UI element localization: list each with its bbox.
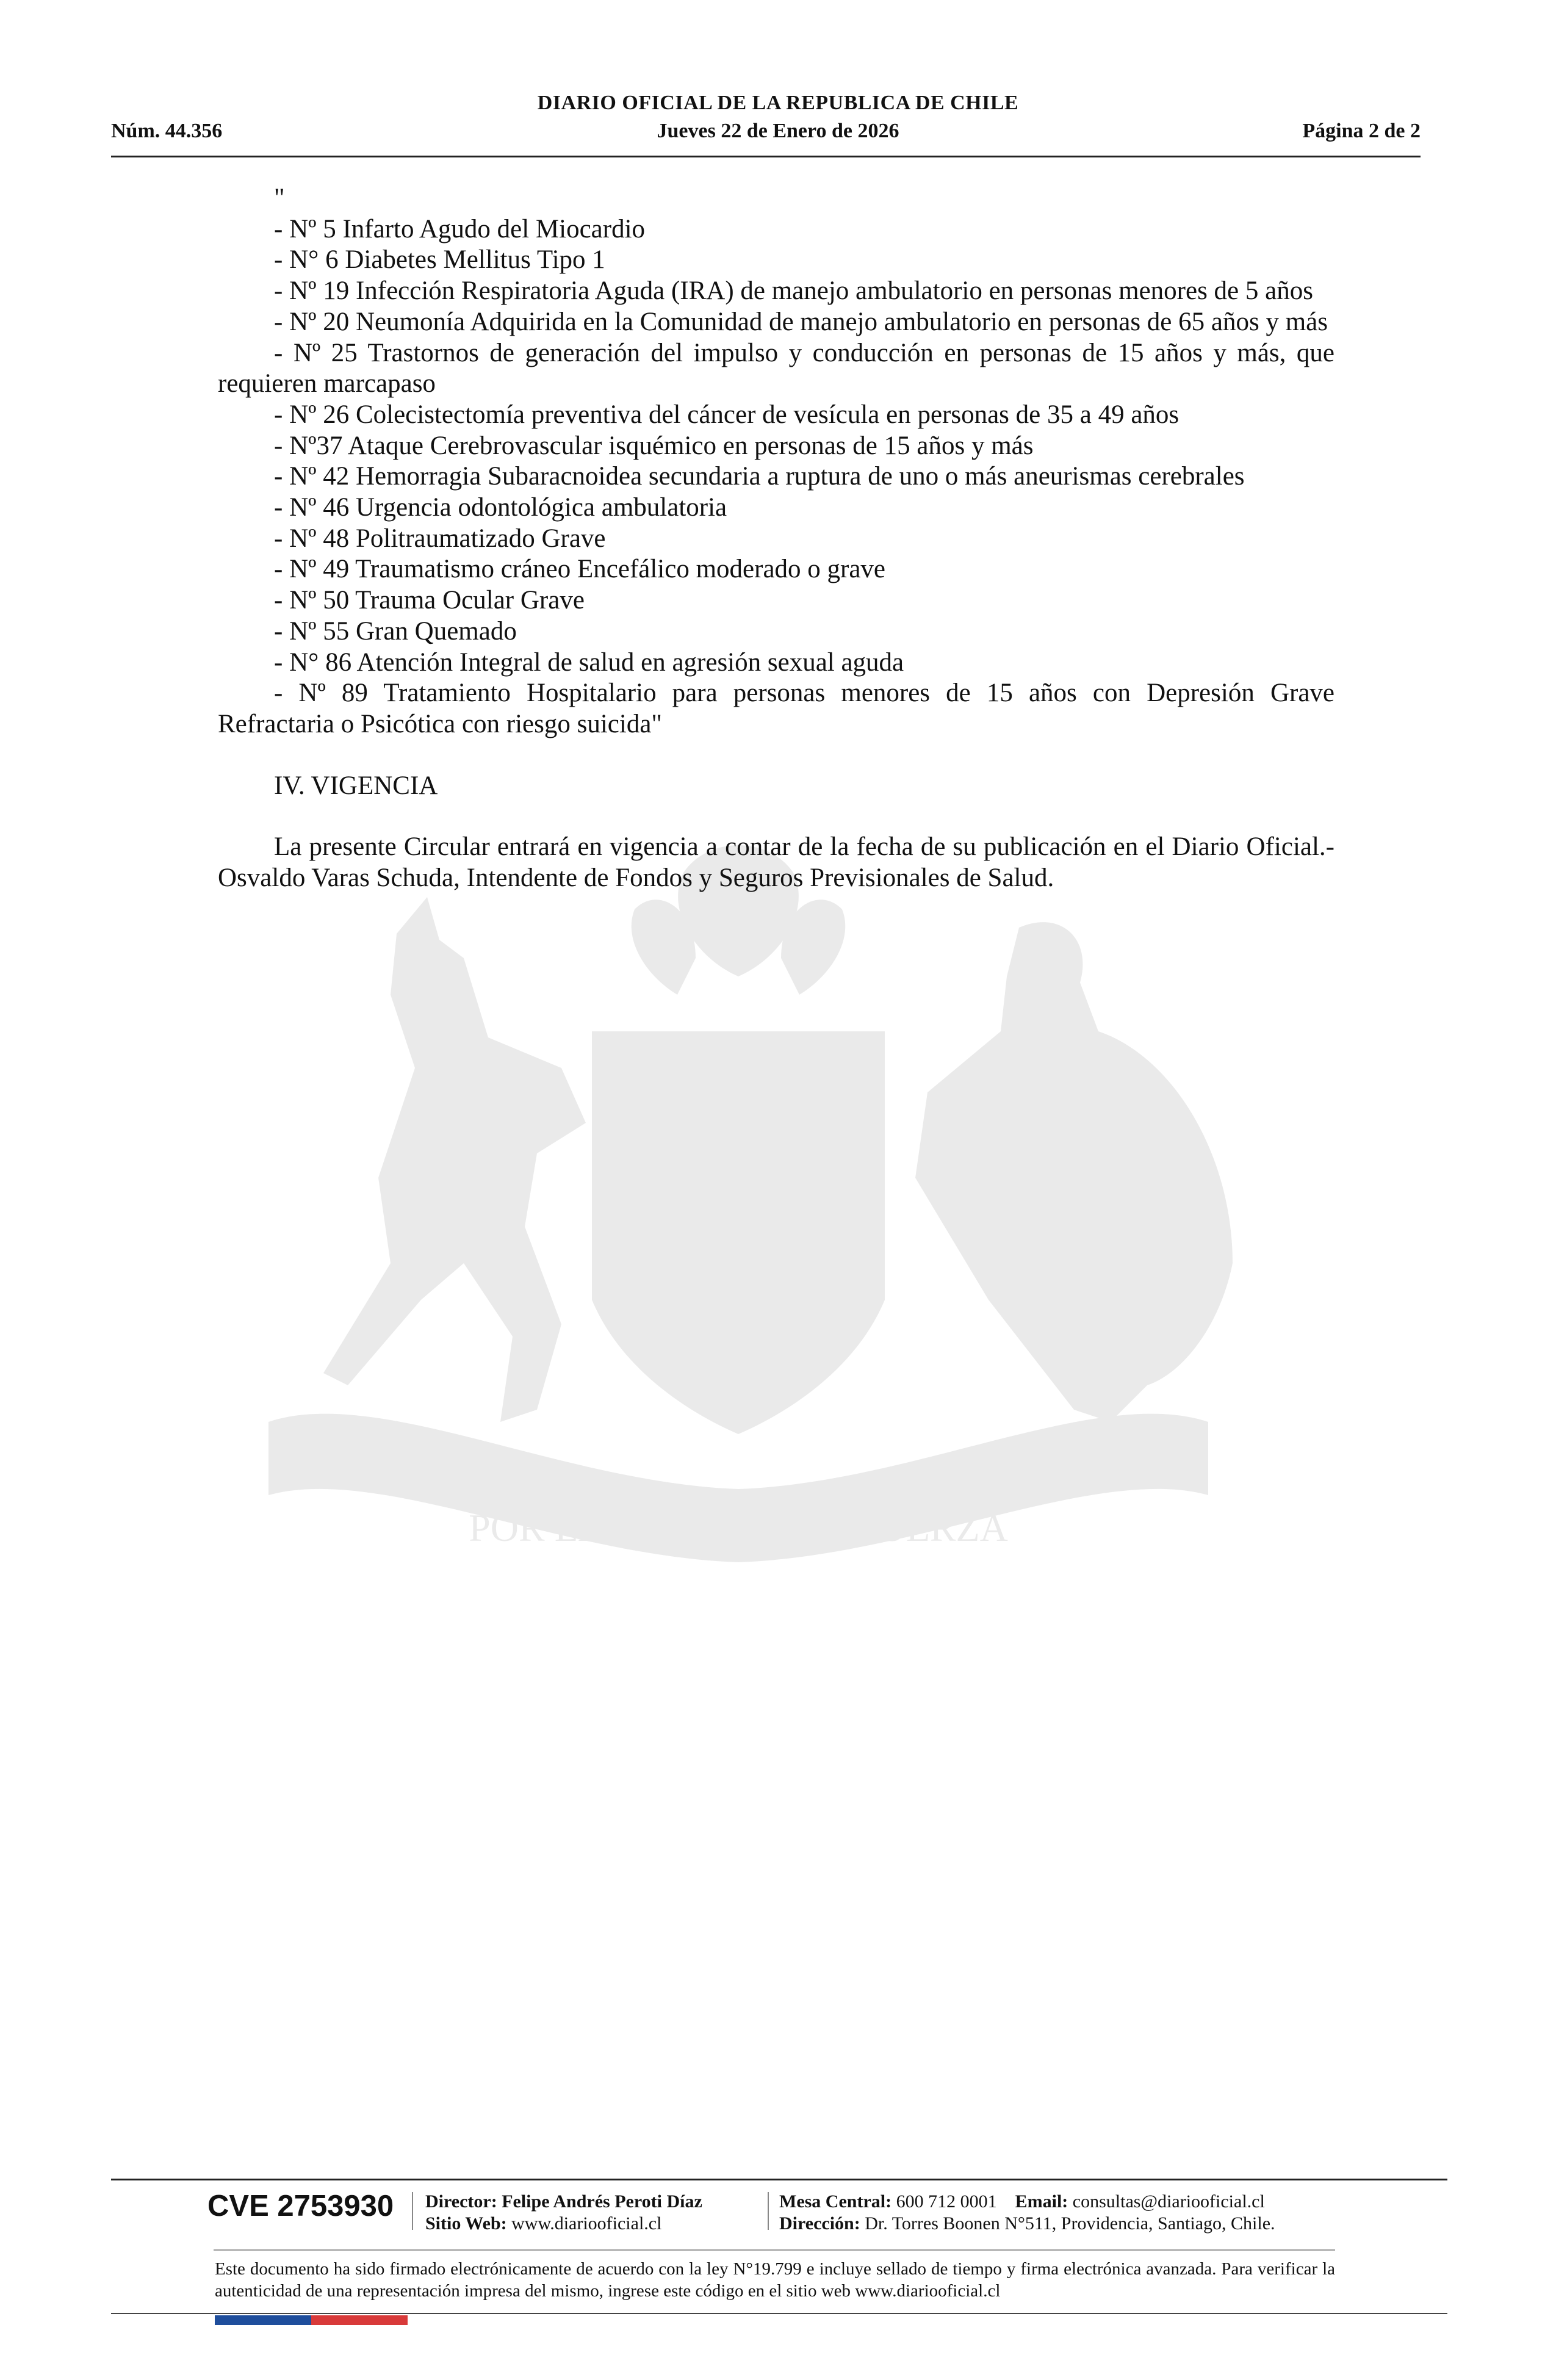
footer-separator bbox=[412, 2192, 413, 2230]
email-link[interactable]: consultas@diariooficial.cl bbox=[1072, 2191, 1265, 2212]
list-item: - Nº 46 Urgencia odontológica ambulatoria bbox=[274, 493, 727, 522]
page-indicator: Página 2 de 2 bbox=[1302, 120, 1421, 142]
quote-open: " bbox=[274, 184, 285, 212]
mesa-phone: 600 712 0001 bbox=[896, 2191, 997, 2212]
closing-paragraph: La presente Circular entrará en vigencia a contar de la fecha de su publicación en el Diario Oficial.- Osvaldo Varas Schuda, Intendente de Fondos y Seguros Previsionales de Salud. bbox=[218, 832, 1334, 893]
list-item: - Nº 5 Infarto Agudo del Miocardio bbox=[274, 214, 646, 243]
newspaper-title: DIARIO OFICIAL DE LA REPUBLICA DE CHILE bbox=[537, 92, 1019, 114]
list-item: - Nº 55 Gran Quemado bbox=[274, 616, 517, 646]
issue-number: Núm. 44.356 bbox=[111, 120, 223, 142]
mesa-label: Mesa Central: bbox=[779, 2191, 892, 2212]
director-block bbox=[425, 2191, 702, 2235]
list-item: - Nº 89 Tratamiento Hospitalario para personas menores de 15 años con Depresión Grave Refractaria o Psicótica con riesgo suicida" bbox=[218, 679, 1334, 738]
issue-date: Jueves 22 de Enero de 2026 bbox=[657, 120, 899, 142]
footer-separator bbox=[768, 2192, 769, 2230]
cve-code: CVE 2753930 bbox=[207, 2190, 394, 2223]
list-item: - Nº 42 Hemorragia Subaracnoidea secundaria a ruptura de uno o más aneurismas cerebrales bbox=[274, 462, 1245, 491]
list-item: - Nº 49 Traumatismo cráneo Encefálico moderado o grave bbox=[274, 555, 886, 584]
list-item: - Nº 48 Politraumatizado Grave bbox=[274, 524, 606, 553]
footer-divider bbox=[111, 2179, 1447, 2180]
list-item: - Nº 25 Trastornos de generación del impulso y conducción en personas de 15 años y más, que requieren marcapaso bbox=[218, 338, 1334, 398]
header-divider bbox=[111, 156, 1421, 157]
list-item: - Nº 50 Trauma Ocular Grave bbox=[274, 586, 585, 615]
address-text: Dr. Torres Boonen N°511, Providencia, Santiago, Chile. bbox=[865, 2213, 1275, 2234]
watermark-motto: POR LA RAZON O LA FUERZA bbox=[469, 1506, 1008, 1549]
list-item: - Nº 20 Neumonía Adquirida en la Comunidad de manejo ambulatorio en personas de 65 años y más bbox=[274, 307, 1328, 336]
director-name: Felipe Andrés Peroti Díaz bbox=[502, 2191, 702, 2212]
flag-stripe-blue bbox=[215, 2315, 311, 2325]
list-item: - Nº37 Ataque Cerebrovascular isquémico en personas de 15 años y más bbox=[274, 431, 1034, 460]
email-label: Email: bbox=[1015, 2191, 1068, 2212]
list-item: - N° 86 Atención Integral de salud en agresión sexual aguda bbox=[274, 647, 904, 677]
footer-inner-divider bbox=[214, 2249, 1335, 2251]
document-body bbox=[218, 183, 1334, 894]
director-label: Director: bbox=[425, 2191, 497, 2212]
legal-notice: Este documento ha sido firmado electrónicamente de acuerdo con la ley N°19.799 e incluye sellado de tiempo y firma electrónica avanzada. Para verificar la autenticidad de una representación impresa del mismo, ingrese este código en el sitio web www.diariooficial.cl bbox=[215, 2259, 1335, 2301]
footer-bottom-divider bbox=[111, 2313, 1447, 2314]
flag-stripe-red bbox=[311, 2315, 408, 2325]
web-link[interactable]: www.diariooficial.cl bbox=[511, 2213, 662, 2234]
list-item: - N° 6 Diabetes Mellitus Tipo 1 bbox=[274, 245, 605, 275]
web-label: Sitio Web: bbox=[425, 2213, 507, 2234]
section-heading: IV. VIGENCIA bbox=[274, 771, 438, 800]
address-label: Dirección: bbox=[779, 2213, 860, 2234]
list-item: - Nº 26 Colecistectomía preventiva del cáncer de vesícula en personas de 35 a 49 años bbox=[274, 400, 1180, 429]
contact-block bbox=[779, 2191, 1275, 2235]
list-item: - Nº 19 Infección Respiratoria Aguda (IRA) de manejo ambulatorio en personas menores de 5 años bbox=[274, 276, 1313, 306]
chile-coat-of-arms-icon bbox=[195, 836, 1281, 1629]
